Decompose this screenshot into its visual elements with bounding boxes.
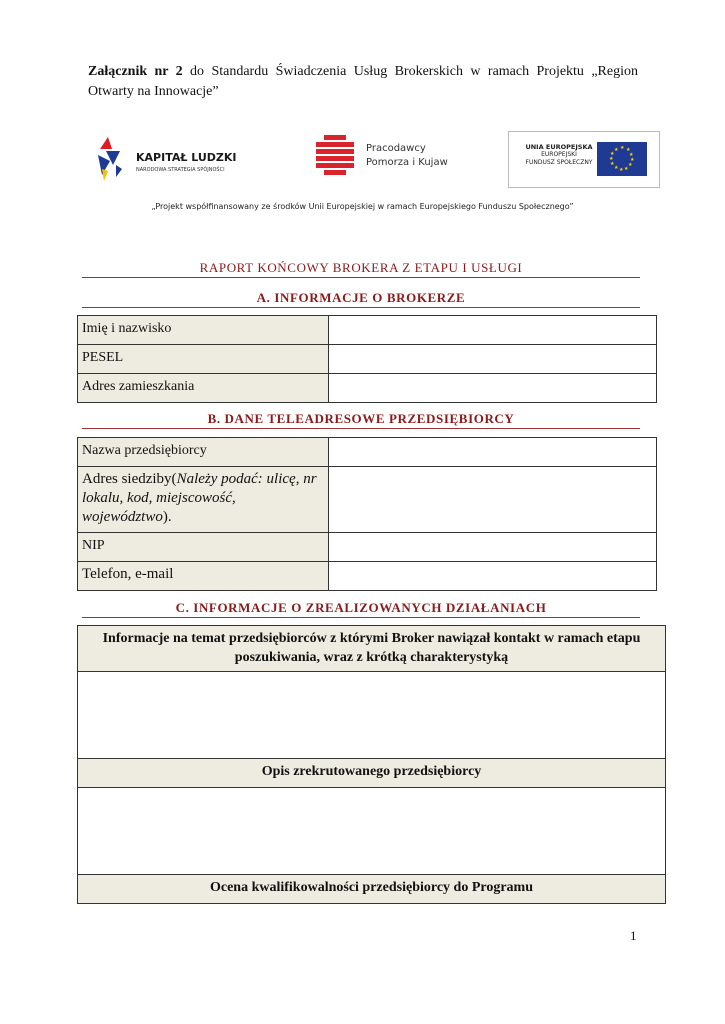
recruited-entrepreneur-input[interactable]: [78, 788, 666, 875]
section-b-title: B. DANE TELEADRESOWE PRZEDSIĘBIORCY: [207, 411, 515, 426]
attachment-description: do Standardu Świadczenia Usług Brokerskich w ramach Projektu „Region Otwarty na Innowacje”: [88, 64, 638, 99]
company-address-label-prefix: Adres siedziby(: [82, 471, 177, 487]
section-c-title: C. INFORMACJE O ZREALIZOWANYCH DZIAŁANIACH: [175, 600, 547, 615]
contacted-entrepreneurs-heading: Informacje na temat przedsiębiorców z którymi Broker nawiązał kontakt w ramach etapu poszukiwania, wraz z krótką charakterystyką: [78, 626, 666, 672]
svg-text:★: ★: [614, 147, 619, 153]
eu-label-2: EUROPEJSKI: [541, 151, 577, 158]
broker-name-label: Imię i nazwisko: [78, 316, 329, 345]
company-phone-email-input[interactable]: [329, 562, 657, 591]
pracodawcy-logo: [314, 135, 454, 180]
broker-pesel-label: PESEL: [78, 345, 329, 374]
attachment-header: [88, 62, 638, 102]
funding-note: „Projekt współfinansowany ze środków Unii Europejskiej w ramach Europejskiego Funduszu Społecznego”: [151, 202, 574, 211]
company-address-label-suffix: ).: [162, 509, 172, 525]
svg-text:★: ★: [610, 151, 615, 157]
entrepreneur-contact-table: [77, 437, 657, 591]
company-nip-label: NIP: [78, 533, 329, 562]
svg-text:★: ★: [629, 152, 634, 158]
kapital-ludzki-logo: [96, 135, 236, 185]
broker-info-table: [77, 315, 657, 403]
company-address-label: [78, 467, 329, 533]
kapital-ludzki-label: KAPITAŁ LUDZKI: [136, 151, 237, 164]
company-name-input[interactable]: [329, 438, 657, 467]
pracodawcy-label-2: Pomorza i Kujaw: [366, 157, 448, 168]
section-a-rule: [82, 307, 640, 308]
eu-label-1: UNIA EUROPEJSKA: [525, 143, 593, 151]
recruited-entrepreneur-heading: Opis zrekrutowanego przedsiębiorcy: [78, 759, 666, 788]
page-number: 1: [630, 928, 637, 943]
eu-logo: [508, 131, 660, 188]
eu-label-3: FUNDUSZ SPOŁECZNY: [525, 159, 593, 166]
pracodawcy-label-1: Pracodawcy: [366, 143, 426, 154]
pracodawcy-emblem: [314, 135, 356, 180]
section-b-rule: [82, 428, 640, 429]
company-address-input[interactable]: [329, 467, 657, 533]
svg-text:★: ★: [626, 147, 631, 153]
svg-text:★: ★: [619, 167, 624, 173]
svg-text:★: ★: [614, 165, 619, 171]
broker-name-input[interactable]: [329, 316, 657, 345]
contacted-entrepreneurs-input[interactable]: [78, 672, 666, 759]
company-phone-email-label: Telefon, e-mail: [78, 562, 329, 591]
report-title: RAPORT KOŃCOWY BROKERA Z ETAPU I USŁUGI: [199, 260, 523, 275]
eligibility-assessment-heading: Ocena kwalifikowalności przedsiębiorcy do Programu: [78, 875, 666, 904]
company-nip-input[interactable]: [329, 533, 657, 562]
svg-text:★: ★: [628, 162, 633, 168]
kapital-ludzki-sublabel: NARODOWA STRATEGIA SPÓJNOŚCI: [136, 167, 225, 173]
attachment-number: Załącznik nr 2: [88, 64, 183, 79]
broker-address-input[interactable]: [329, 374, 657, 403]
svg-text:★: ★: [624, 166, 629, 172]
activities-table: [77, 625, 666, 904]
svg-text:★: ★: [610, 161, 615, 167]
company-name-label: Nazwa przedsiębiorcy: [78, 438, 329, 467]
section-a-title: A. INFORMACJE O BROKERZE: [256, 290, 466, 305]
broker-pesel-input[interactable]: [329, 345, 657, 374]
svg-text:★: ★: [609, 156, 614, 162]
report-title-rule: [82, 277, 640, 278]
svg-text:★: ★: [630, 157, 635, 163]
company-address-hint: Należy podać: ulicę, nr lokalu, kod, miejscowość, województwo: [82, 471, 317, 525]
svg-text:★: ★: [620, 145, 625, 151]
kapital-ludzki-emblem: [96, 135, 136, 185]
section-c-rule: [82, 617, 640, 618]
eu-flag-icon: [597, 142, 647, 176]
broker-address-label: Adres zamieszkania: [78, 374, 329, 403]
